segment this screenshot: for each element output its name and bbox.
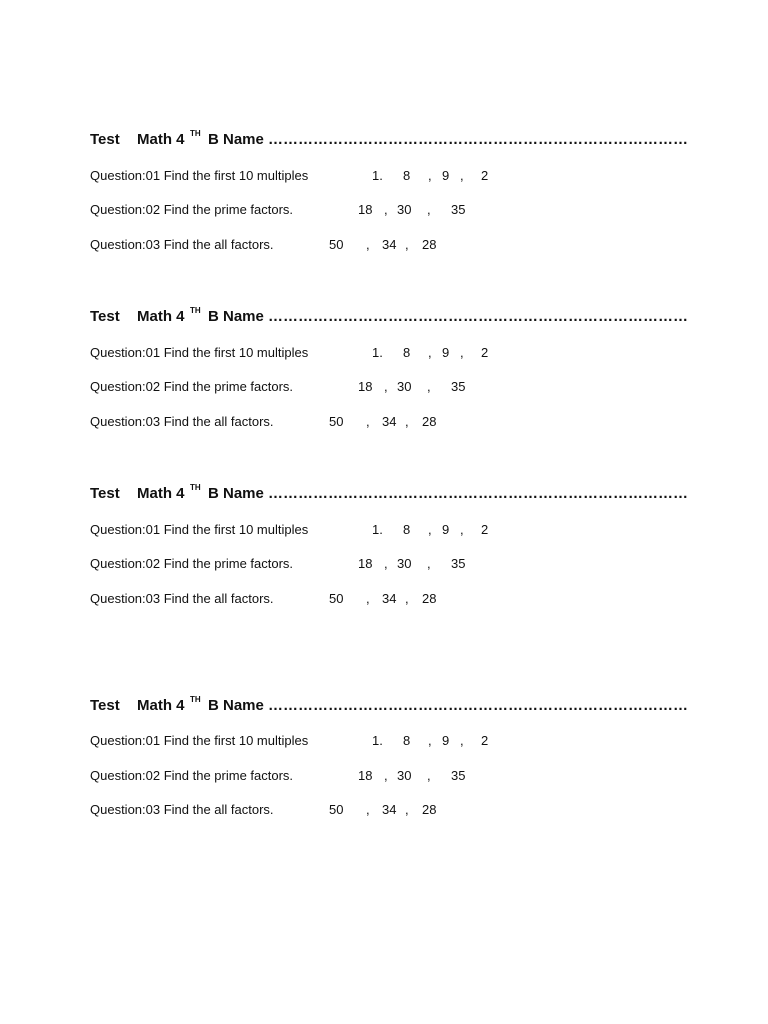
question-1-item: , [460, 522, 464, 537]
question-2-item: 35 [451, 379, 466, 394]
question-3-item: 28 [422, 802, 437, 817]
question-1-item: 9 [442, 168, 450, 183]
heading-class: B [208, 308, 219, 325]
question-1-item: , [460, 345, 464, 360]
question-2-item: 18 [358, 202, 373, 217]
heading-subject: Math 4 [137, 697, 185, 714]
heading-test-label: Test [90, 131, 120, 148]
question-2-item: , [427, 556, 431, 571]
question-3-item: 28 [422, 237, 437, 252]
heading-class: B [208, 131, 219, 148]
question-1-item: 9 [442, 733, 450, 748]
question-1-item: 8 [403, 522, 411, 537]
question-3-item: , [366, 591, 370, 606]
heading-name-label: Name [223, 697, 264, 714]
question-3-item: 50 [329, 414, 344, 429]
question-3-item: , [405, 414, 409, 429]
question-1-item: 1. [372, 522, 383, 537]
heading-superscript: TH [190, 129, 201, 138]
question-2-item: , [384, 556, 388, 571]
heading-name-label: Name [223, 485, 264, 502]
question-1-text: Question:01 Find the first 10 multiples [90, 345, 309, 360]
question-1-item: 8 [403, 345, 411, 360]
question-1-item: , [460, 168, 464, 183]
question-1-item: 9 [442, 345, 450, 360]
heading-name-dots: ………………………………………………………………………… [268, 485, 688, 502]
heading-superscript: TH [190, 306, 201, 315]
question-1-item: 2 [481, 345, 489, 360]
question-2-item: 35 [451, 556, 466, 571]
question-1-item: 8 [403, 733, 411, 748]
question-3-item: 28 [422, 591, 437, 606]
question-1-item: 2 [481, 522, 489, 537]
question-3-item: 34 [382, 591, 397, 606]
question-2-item: 30 [397, 768, 412, 783]
question-1-item: 1. [372, 168, 383, 183]
heading-name-label: Name [223, 308, 264, 325]
question-3-item: , [405, 591, 409, 606]
heading-subject: Math 4 [137, 485, 185, 502]
question-1-item: , [428, 345, 432, 360]
heading-superscript: TH [190, 695, 201, 704]
question-2-item: , [427, 768, 431, 783]
question-3-item: , [366, 237, 370, 252]
question-3-text: Question:03 Find the all factors. [90, 414, 274, 429]
heading-name-dots: ………………………………………………………………………… [268, 308, 688, 325]
question-2-text: Question:02 Find the prime factors. [90, 202, 294, 217]
question-1-item: 2 [481, 733, 489, 748]
question-1-item: , [460, 733, 464, 748]
heading-test-label: Test [90, 308, 120, 325]
question-2-item: , [427, 379, 431, 394]
heading-class: B [208, 485, 219, 502]
heading-class: B [208, 697, 219, 714]
question-2-item: 30 [397, 202, 412, 217]
question-2-item: 18 [358, 379, 373, 394]
question-3-item: , [405, 802, 409, 817]
question-3-item: 50 [329, 591, 344, 606]
question-3-item: , [405, 237, 409, 252]
question-3-item: , [366, 802, 370, 817]
question-2-item: 35 [451, 768, 466, 783]
question-1-text: Question:01 Find the first 10 multiples [90, 733, 309, 748]
question-3-item: 50 [329, 802, 344, 817]
question-3-item: 34 [382, 802, 397, 817]
question-1-item: 2 [481, 168, 489, 183]
question-2-item: , [427, 202, 431, 217]
question-2-item: 30 [397, 556, 412, 571]
question-1-text: Question:01 Find the first 10 multiples [90, 522, 309, 537]
question-2-item: 30 [397, 379, 412, 394]
question-2-text: Question:02 Find the prime factors. [90, 768, 294, 783]
question-2-item: 18 [358, 556, 373, 571]
question-1-item: , [428, 733, 432, 748]
heading-test-label: Test [90, 485, 120, 502]
question-2-text: Question:02 Find the prime factors. [90, 379, 294, 394]
question-3-text: Question:03 Find the all factors. [90, 591, 274, 606]
question-2-item: 18 [358, 768, 373, 783]
question-3-item: 34 [382, 414, 397, 429]
question-1-item: , [428, 522, 432, 537]
heading-subject: Math 4 [137, 131, 185, 148]
question-1-text: Question:01 Find the first 10 multiples [90, 168, 309, 183]
question-2-text: Question:02 Find the prime factors. [90, 556, 294, 571]
question-3-text: Question:03 Find the all factors. [90, 237, 274, 252]
question-2-item: 35 [451, 202, 466, 217]
question-2-item: , [384, 202, 388, 217]
heading-name-dots: ………………………………………………………………………… [268, 131, 688, 148]
heading-name-dots: ………………………………………………………………………… [268, 697, 688, 714]
question-1-item: 9 [442, 522, 450, 537]
heading-subject: Math 4 [137, 308, 185, 325]
question-1-item: 1. [372, 345, 383, 360]
question-3-text: Question:03 Find the all factors. [90, 802, 274, 817]
question-1-item: , [428, 168, 432, 183]
question-3-item: 50 [329, 237, 344, 252]
heading-superscript: TH [190, 483, 201, 492]
question-3-item: 28 [422, 414, 437, 429]
heading-test-label: Test [90, 697, 120, 714]
question-1-item: 1. [372, 733, 383, 748]
heading-name-label: Name [223, 131, 264, 148]
question-3-item: , [366, 414, 370, 429]
question-2-item: , [384, 379, 388, 394]
question-2-item: , [384, 768, 388, 783]
question-1-item: 8 [403, 168, 411, 183]
question-3-item: 34 [382, 237, 397, 252]
